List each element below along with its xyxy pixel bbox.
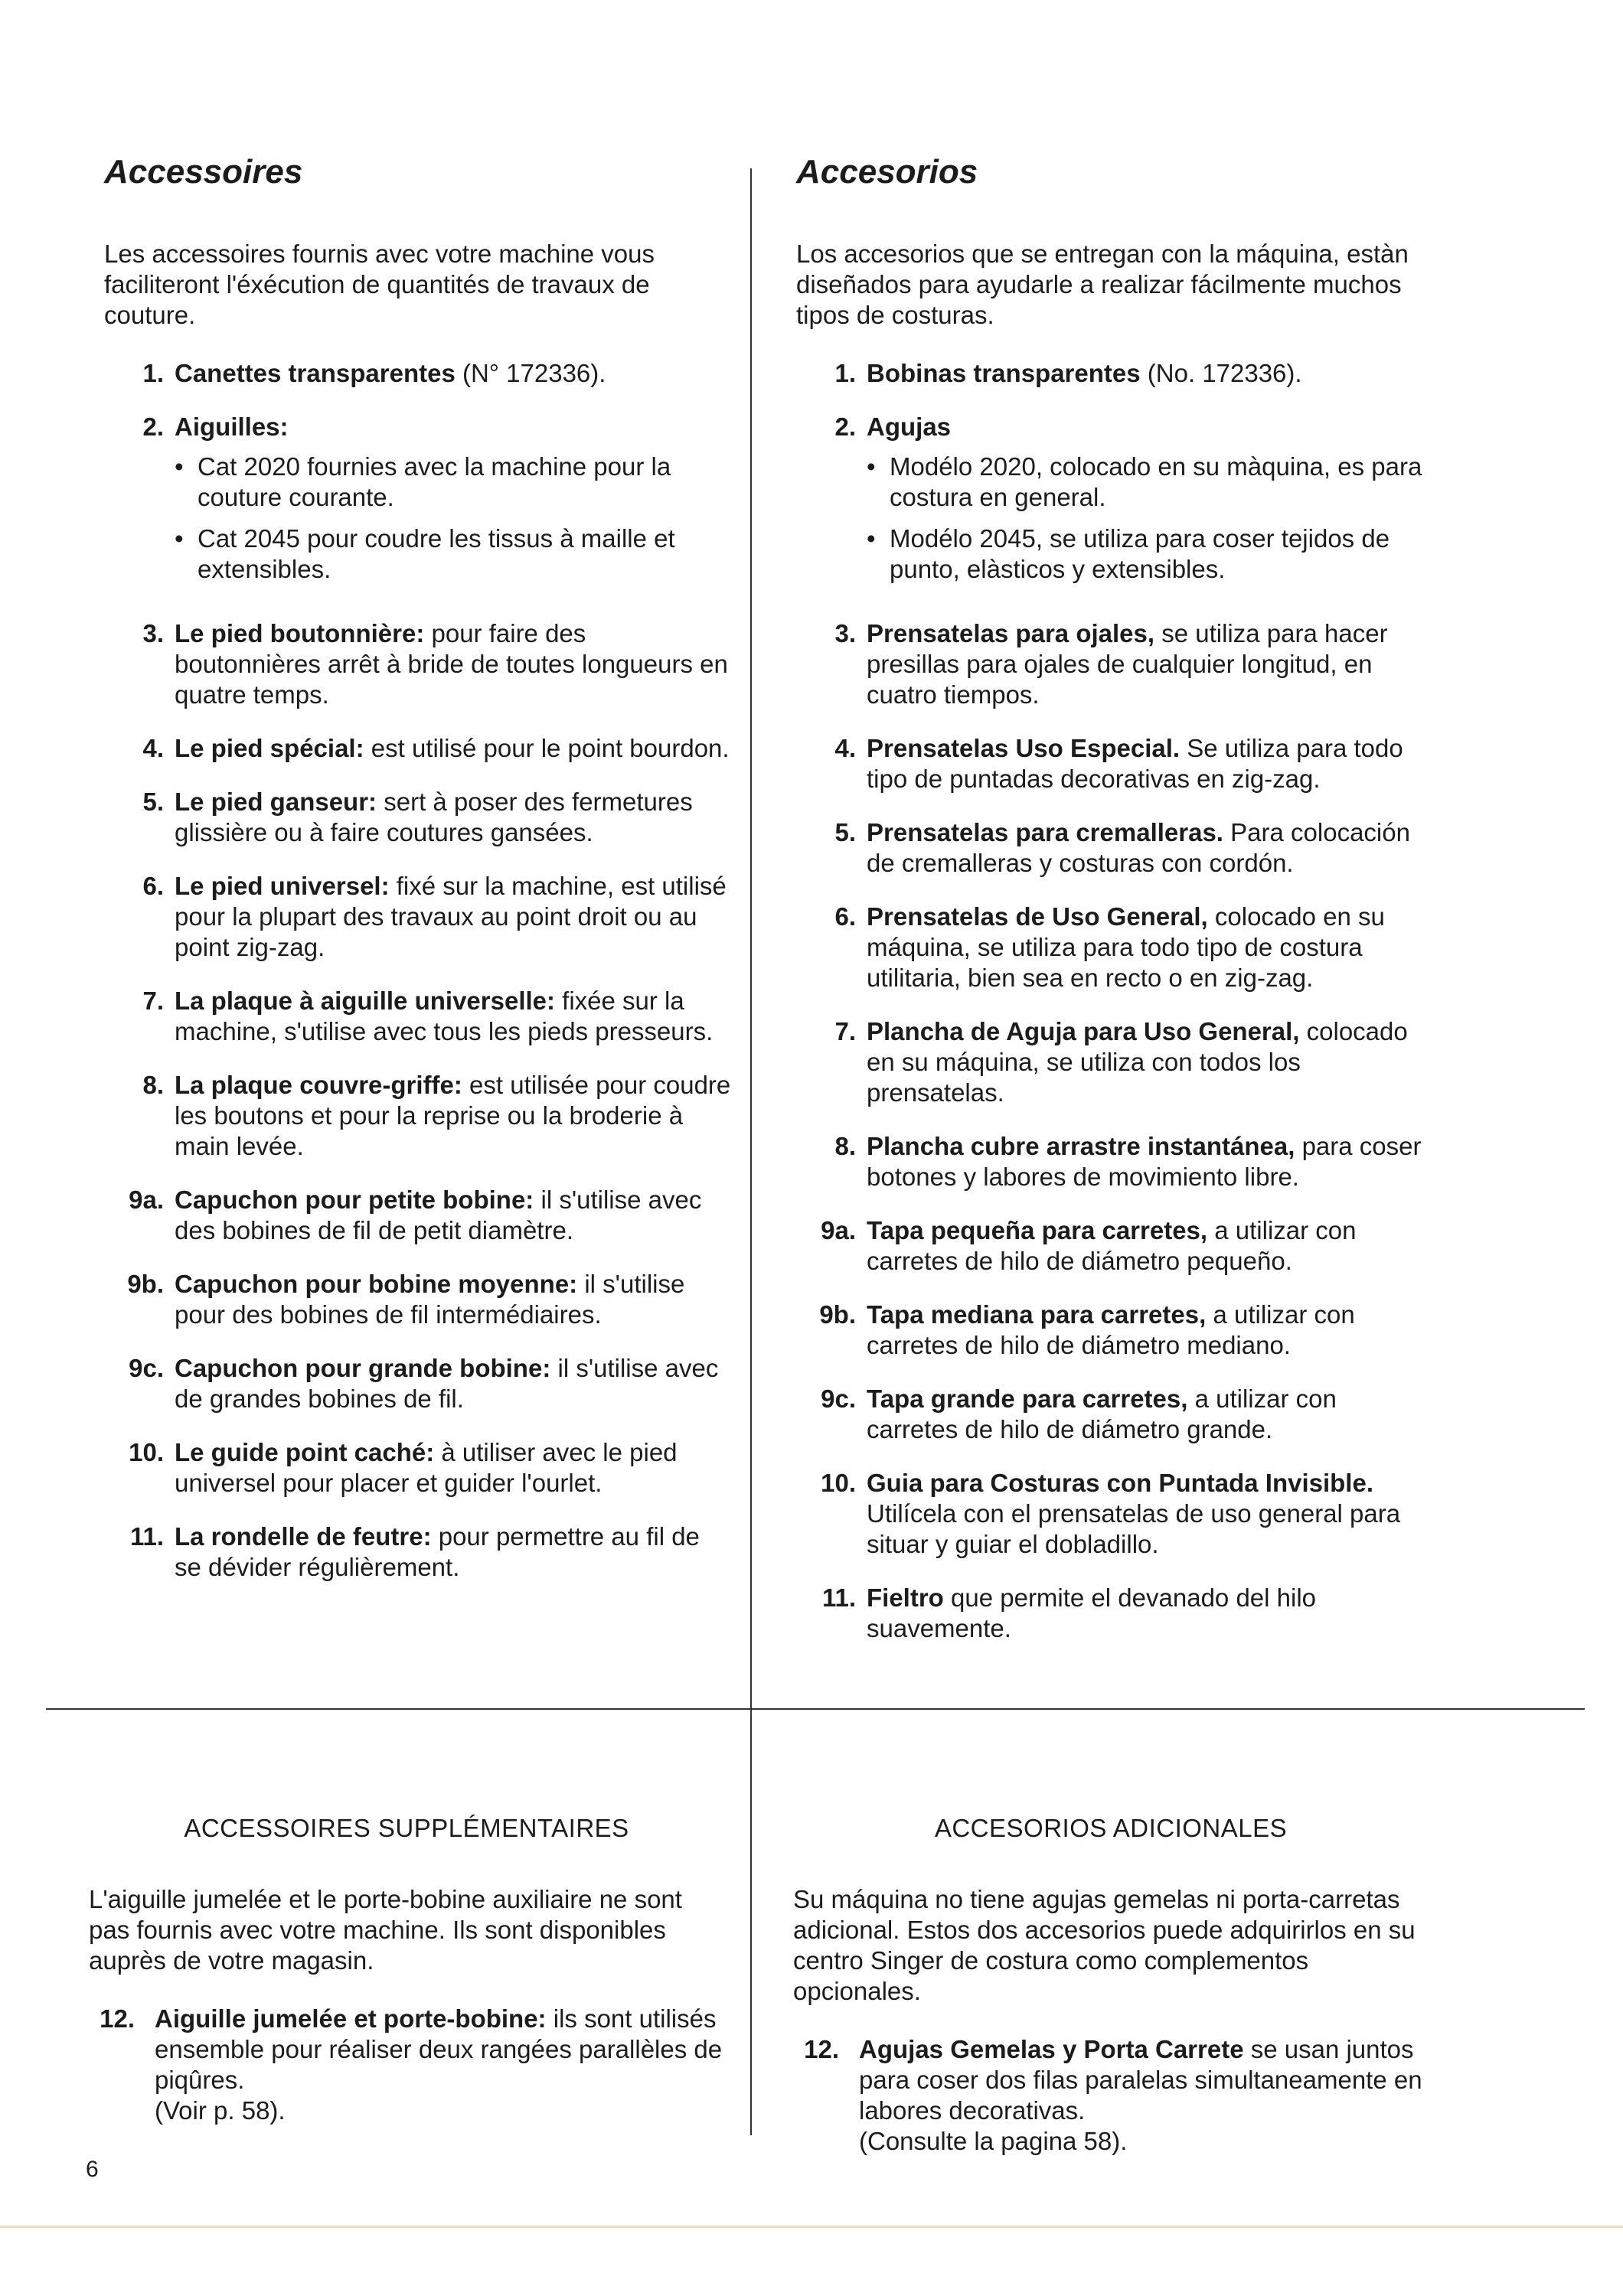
list-item: 9b. Capuchon pour bobine moyenne: il s'utilise pour des bobines de fil intermédiaires. [127, 1270, 685, 1329]
list-item: 1. Bobinas transparentes (No. 172336). [834, 359, 1302, 387]
section-rule [46, 1708, 1585, 1710]
spanish-extra-heading: ACCESORIOS ADICIONALES [934, 1814, 1288, 1842]
page-number: 6 [86, 2157, 99, 2182]
list-item: 12. Agujas Gemelas y Porta Carrete se usan juntos para coser dos filas paralelas simultaneamente en labores decorativas. (Consulte la pagina 58). [804, 2035, 1422, 2155]
list-item: 9a. Capuchon pour petite bobine: il s'utilise avec des bobines de fil de petit diamètre. [129, 1186, 702, 1244]
list-item: 1. Canettes transparentes (N° 172336). [142, 359, 606, 387]
footer-rule [0, 2226, 1623, 2228]
list-item: 6. Le pied universel: fixé sur la machine, est utilisé pour la plupart des travaux au point droit ou au point zig-zag. [142, 872, 727, 961]
list-item: 2. Aiguilles: • Cat 2020 fournies avec la machine pour la couture courante. • Cat 2045 pour coudre les tissus à maille et extensibles. [104, 412, 732, 595]
list-item: 3. Prensatelas para ojales, se utiliza para hacer presillas para ojales de cualquier longitud, en cuatro tiempos. [834, 619, 1388, 709]
french-title: Accessoires [104, 153, 303, 191]
list-item: 7. La plaque à aiguille universelle: fixée sur la machine, s'utilise avec tous les pieds presseurs. [142, 987, 714, 1045]
spanish-column [796, 153, 1424, 1667]
list-item: 9c. Capuchon pour grande bobine: il s'utilise avec de grandes bobines de fil. [129, 1354, 719, 1413]
needle-sub-item: • Cat 2045 pour coudre les tissus à maille et extensibles. [175, 524, 675, 583]
list-item: 9a. Tapa pequeña para carretes, a utilizar con carretes de hilo de diámetro pequeño. [821, 1216, 1357, 1275]
list-item: 5. Le pied ganseur: sert à poser des fermetures glissière ou à faire coutures gansées. [142, 788, 693, 846]
list-item: 4. Le pied spécial: est utilisé pour le point bourdon. [142, 734, 730, 762]
french-column [104, 153, 732, 1606]
list-item: 8. Plancha cubre arrastre instantánea, para coser botones y labores de movimiento libre. [834, 1132, 1422, 1191]
list-item: 9c. Tapa grande para carretes, a utilizar con carretes de hilo de diámetro grande. [821, 1384, 1337, 1443]
needle-sub-item: • Cat 2020 fournies avec la machine pour la couture courante. [175, 452, 671, 511]
list-item: 7. Plancha de Aguja para Uso General, colocado en su máquina, se utiliza con todos los prensatelas. [834, 1017, 1408, 1107]
list-item: 11. La rondelle de feutre: pour permettre au fil de se dévider régulièrement. [129, 1522, 700, 1581]
list-item: 5. Prensatelas para cremalleras. Para colocación de cremalleras y costuras con cordón. [834, 818, 1410, 877]
list-item: 3. Le pied boutonnière: pour faire des boutonnières arrêt à bride de toutes longueurs en quatre temps. [142, 619, 728, 709]
french-extra-section [89, 1814, 724, 2149]
list-item: 12. Aiguille jumelée et porte-bobine: ils sont utilisés ensemble pour réaliser deux rangées parallèles de piqûres. (Voir p. 58). [100, 2004, 723, 2125]
column-divider [750, 168, 752, 2135]
list-item: 11. Fieltro que permite el devanado del hilo suavemente. [821, 1583, 1317, 1642]
spanish-extra-section [793, 1814, 1429, 2180]
french-intro: Les accessoires fournis avec votre machine vous faciliteront l'éxécution de quantités de travaux de couture. [104, 240, 655, 329]
needle-sub-item: • Modélo 2020, colocado en su màquina, es para costura en general. [867, 452, 1422, 511]
spanish-extra-intro: Su máquina no tiene agujas gemelas ni porta-carretas adicional. Estos dos accesorios puede adquirirlos en su centro Singer de costura como complementos opcionales. [793, 1885, 1416, 2005]
needle-sub-item: • Modélo 2045, se utiliza para coser tejidos de punto, elàsticos y extensibles. [867, 524, 1390, 583]
list-item: 9b. Tapa mediana para carretes, a utilizar con carretes de hilo de diámetro mediano. [819, 1300, 1355, 1359]
spanish-intro: Los accesorios que se entregan con la máquina, estàn diseñados para ayudarle a realizar fácilmente muchos tipos de costuras. [796, 240, 1409, 329]
list-item: 6. Prensatelas de Uso General, colocado en su máquina, se utiliza para todo tipo de costura utilitaria, bien sea en recto o en zig-zag. [834, 902, 1385, 992]
list-item: 2. Agujas • Modélo 2020, colocado en su màquina, es para costura en general. • Modélo 2045, se utiliza para coser tejidos de punto, elàsticos y extensibles. [796, 412, 1424, 595]
list-item: 10. Le guide point caché: à utiliser avec le pied universel pour placer et guider l'ourlet. [129, 1438, 678, 1497]
french-extra-heading: ACCESSOIRES SUPPLÉMENTAIRES [184, 1814, 629, 1842]
spanish-title: Accesorios [796, 153, 978, 191]
list-item: 4. Prensatelas Uso Especial. Se utiliza para todo tipo de puntadas decorativas en zig-zag. [834, 734, 1403, 793]
list-item: 10. Guia para Costuras con Puntada Invisible. Utilícela con el prensatelas de uso general para situar y guiar el dobladillo. [821, 1469, 1401, 1558]
french-extra-intro: L'aiguille jumelée et le porte-bobine auxiliaire ne sont pas fournis avec votre machine. Ils sont disponibles auprès de votre magasin. [89, 1885, 682, 1975]
list-item: 8. La plaque couvre-griffe: est utilisée pour coudre les boutons et pour la reprise ou la broderie à main levée. [142, 1071, 731, 1160]
